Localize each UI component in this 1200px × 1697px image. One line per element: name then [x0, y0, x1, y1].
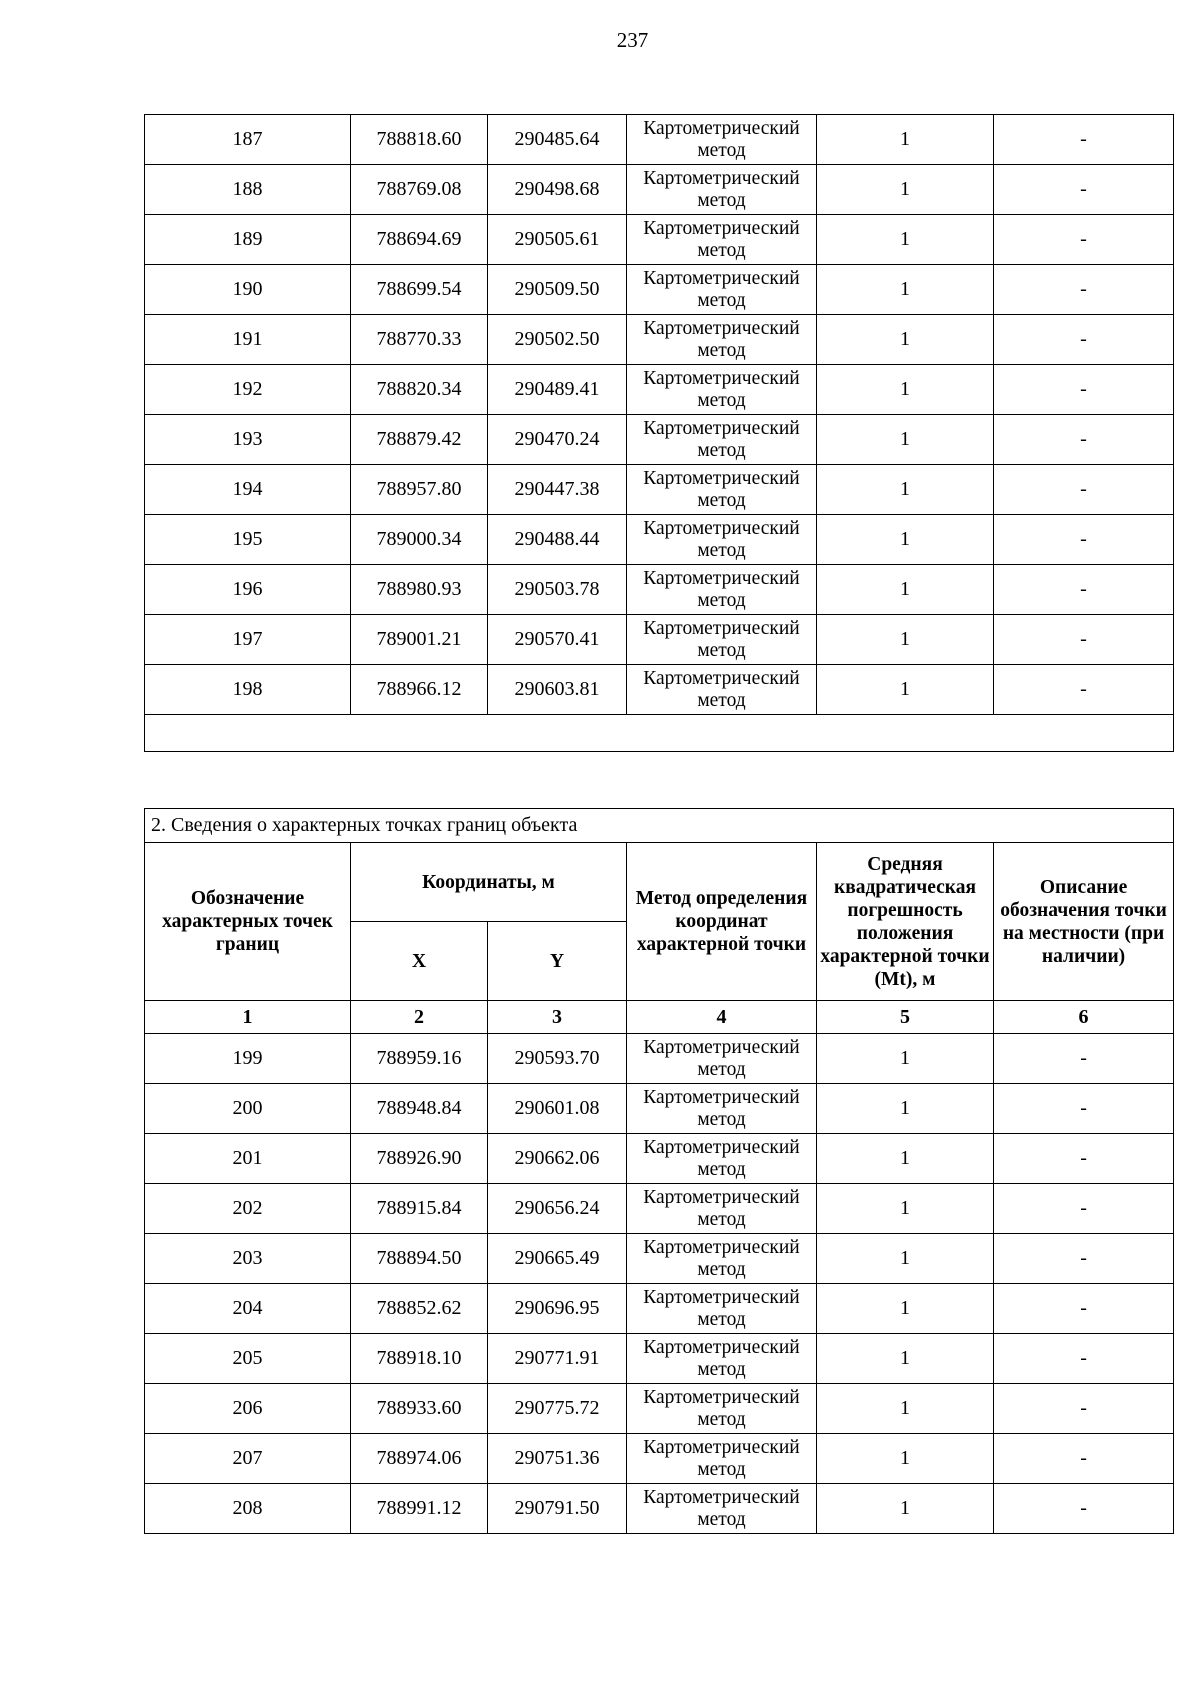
table-row [145, 365, 1174, 415]
y-coordinate-cell: 290503.78 [488, 565, 627, 615]
point-id-cell: 205 [145, 1334, 351, 1384]
y-coordinate-cell: 290488.44 [488, 515, 627, 565]
method-cell: Картометрический метод [627, 1334, 817, 1384]
point-id-cell: 195 [145, 515, 351, 565]
y-coordinate-cell: 290593.70 [488, 1034, 627, 1084]
header-y: Y [488, 922, 627, 1001]
description-cell: - [994, 1234, 1174, 1284]
method-cell: Картометрический метод [627, 165, 817, 215]
y-coordinate-cell: 290502.50 [488, 315, 627, 365]
x-coordinate-cell: 788926.90 [351, 1134, 488, 1184]
x-coordinate-cell: 788694.69 [351, 215, 488, 265]
table-row [145, 615, 1174, 665]
point-id-cell: 208 [145, 1484, 351, 1534]
y-coordinate-cell: 290498.68 [488, 165, 627, 215]
error-cell: 1 [817, 615, 994, 665]
method-cell: Картометрический метод [627, 415, 817, 465]
method-cell: Картометрический метод [627, 1434, 817, 1484]
y-coordinate-cell: 290696.95 [488, 1284, 627, 1334]
description-cell: - [994, 1034, 1174, 1084]
description-cell: - [994, 1134, 1174, 1184]
x-coordinate-cell: 788699.54 [351, 265, 488, 315]
header-x: X [351, 922, 488, 1001]
error-cell: 1 [817, 365, 994, 415]
x-coordinate-cell: 788933.60 [351, 1384, 488, 1434]
table-caption-row [145, 809, 1174, 843]
error-cell: 1 [817, 1134, 994, 1184]
column-number: 3 [488, 1001, 627, 1034]
x-coordinate-cell: 788991.12 [351, 1484, 488, 1534]
description-cell: - [994, 1284, 1174, 1334]
method-cell: Картометрический метод [627, 1184, 817, 1234]
table-row [145, 1334, 1174, 1384]
y-coordinate-cell: 290771.91 [488, 1334, 627, 1384]
error-cell: 1 [817, 1434, 994, 1484]
method-cell: Картометрический метод [627, 1034, 817, 1084]
x-coordinate-cell: 788852.62 [351, 1284, 488, 1334]
description-cell: - [994, 615, 1174, 665]
description-cell: - [994, 665, 1174, 715]
point-id-cell: 198 [145, 665, 351, 715]
point-id-cell: 207 [145, 1434, 351, 1484]
table-body [145, 115, 1174, 752]
error-cell: 1 [817, 315, 994, 365]
method-cell: Картометрический метод [627, 1384, 817, 1434]
table-row [145, 1134, 1174, 1184]
x-coordinate-cell: 789000.34 [351, 515, 488, 565]
description-cell: - [994, 165, 1174, 215]
table-row [145, 1434, 1174, 1484]
description-cell: - [994, 465, 1174, 515]
description-cell: - [994, 1384, 1174, 1434]
header-row [145, 843, 1174, 922]
page-number: 237 [616, 28, 649, 52]
method-cell: Картометрический метод [627, 1134, 817, 1184]
description-cell: - [994, 115, 1174, 165]
x-coordinate-cell: 788974.06 [351, 1434, 488, 1484]
boundary-points-table-continued [144, 114, 1174, 752]
table-row [145, 565, 1174, 615]
column-number: 1 [145, 1001, 351, 1034]
error-cell: 1 [817, 265, 994, 315]
error-cell: 1 [817, 465, 994, 515]
table-caption: 2. Сведения о характерных точках границ объекта [145, 809, 1174, 843]
y-coordinate-cell: 290751.36 [488, 1434, 627, 1484]
method-cell: Картометрический метод [627, 615, 817, 665]
point-id-cell: 188 [145, 165, 351, 215]
error-cell: 1 [817, 1034, 994, 1084]
point-id-cell: 197 [145, 615, 351, 665]
header-designation: Обозначение характерных точек границ [145, 843, 351, 1001]
error-cell: 1 [817, 515, 994, 565]
y-coordinate-cell: 290601.08 [488, 1084, 627, 1134]
method-cell: Картометрический метод [627, 1284, 817, 1334]
method-cell: Картометрический метод [627, 515, 817, 565]
empty-cell [145, 715, 1174, 752]
error-cell: 1 [817, 1334, 994, 1384]
table-row [145, 215, 1174, 265]
y-coordinate-cell: 290603.81 [488, 665, 627, 715]
method-cell: Картометрический метод [627, 365, 817, 415]
description-cell: - [994, 315, 1174, 365]
y-coordinate-cell: 290470.24 [488, 415, 627, 465]
x-coordinate-cell: 788818.60 [351, 115, 488, 165]
header-description: Описание обозначения точки на местности (при наличии) [994, 843, 1174, 1001]
header-method: Метод определения координат характерной точки [627, 843, 817, 1001]
error-cell: 1 [817, 1284, 994, 1334]
table-row [145, 515, 1174, 565]
description-cell: - [994, 265, 1174, 315]
empty-row [145, 715, 1174, 752]
point-id-cell: 191 [145, 315, 351, 365]
point-id-cell: 202 [145, 1184, 351, 1234]
error-cell: 1 [817, 115, 994, 165]
column-numbers-row [145, 1001, 1174, 1034]
table-row [145, 1284, 1174, 1334]
header-coordinates: Координаты, м [351, 843, 627, 922]
table-row [145, 415, 1174, 465]
method-cell: Картометрический метод [627, 465, 817, 515]
method-cell: Картометрический метод [627, 1484, 817, 1534]
y-coordinate-cell: 290509.50 [488, 265, 627, 315]
error-cell: 1 [817, 1484, 994, 1534]
y-coordinate-cell: 290775.72 [488, 1384, 627, 1434]
description-cell: - [994, 1434, 1174, 1484]
x-coordinate-cell: 788820.34 [351, 365, 488, 415]
x-coordinate-cell: 788894.50 [351, 1234, 488, 1284]
point-id-cell: 190 [145, 265, 351, 315]
y-coordinate-cell: 290447.38 [488, 465, 627, 515]
error-cell: 1 [817, 1084, 994, 1134]
x-coordinate-cell: 788966.12 [351, 665, 488, 715]
x-coordinate-cell: 789001.21 [351, 615, 488, 665]
table-row [145, 165, 1174, 215]
method-cell: Картометрический метод [627, 265, 817, 315]
table-row [145, 315, 1174, 365]
y-coordinate-cell: 290489.41 [488, 365, 627, 415]
method-cell: Картометрический метод [627, 315, 817, 365]
point-id-cell: 206 [145, 1384, 351, 1434]
point-id-cell: 196 [145, 565, 351, 615]
table-row [145, 115, 1174, 165]
x-coordinate-cell: 788980.93 [351, 565, 488, 615]
column-number: 6 [994, 1001, 1174, 1034]
table-row [145, 1184, 1174, 1234]
table-row [145, 465, 1174, 515]
method-cell: Картометрический метод [627, 665, 817, 715]
error-cell: 1 [817, 565, 994, 615]
y-coordinate-cell: 290570.41 [488, 615, 627, 665]
y-coordinate-cell: 290662.06 [488, 1134, 627, 1184]
error-cell: 1 [817, 165, 994, 215]
description-cell: - [994, 515, 1174, 565]
table-row [145, 665, 1174, 715]
table-row [145, 1484, 1174, 1534]
y-coordinate-cell: 290656.24 [488, 1184, 627, 1234]
point-id-cell: 200 [145, 1084, 351, 1134]
point-id-cell: 194 [145, 465, 351, 515]
table-row [145, 1084, 1174, 1134]
y-coordinate-cell: 290485.64 [488, 115, 627, 165]
x-coordinate-cell: 788879.42 [351, 415, 488, 465]
x-coordinate-cell: 788918.10 [351, 1334, 488, 1384]
x-coordinate-cell: 788959.16 [351, 1034, 488, 1084]
header-error: Средняя квадратическая погрешность положения характерной точки (Mt), м [817, 843, 994, 1001]
point-id-cell: 201 [145, 1134, 351, 1184]
column-number: 2 [351, 1001, 488, 1034]
point-id-cell: 192 [145, 365, 351, 415]
method-cell: Картометрический метод [627, 115, 817, 165]
method-cell: Картометрический метод [627, 1234, 817, 1284]
method-cell: Картометрический метод [627, 1084, 817, 1134]
point-id-cell: 187 [145, 115, 351, 165]
point-id-cell: 204 [145, 1284, 351, 1334]
y-coordinate-cell: 290505.61 [488, 215, 627, 265]
description-cell: - [994, 415, 1174, 465]
description-cell: - [994, 1184, 1174, 1234]
table-row [145, 1234, 1174, 1284]
x-coordinate-cell: 788957.80 [351, 465, 488, 515]
x-coordinate-cell: 788948.84 [351, 1084, 488, 1134]
method-cell: Картометрический метод [627, 565, 817, 615]
column-number: 5 [817, 1001, 994, 1034]
y-coordinate-cell: 290665.49 [488, 1234, 627, 1284]
description-cell: - [994, 365, 1174, 415]
method-cell: Картометрический метод [627, 215, 817, 265]
y-coordinate-cell: 290791.50 [488, 1484, 627, 1534]
point-id-cell: 199 [145, 1034, 351, 1084]
point-id-cell: 189 [145, 215, 351, 265]
description-cell: - [994, 1484, 1174, 1534]
description-cell: - [994, 1334, 1174, 1384]
error-cell: 1 [817, 415, 994, 465]
x-coordinate-cell: 788770.33 [351, 315, 488, 365]
error-cell: 1 [817, 1234, 994, 1284]
error-cell: 1 [817, 215, 994, 265]
table-row [145, 265, 1174, 315]
column-number: 4 [627, 1001, 817, 1034]
error-cell: 1 [817, 665, 994, 715]
boundary-points-table [144, 808, 1174, 1534]
error-cell: 1 [817, 1184, 994, 1234]
table-row [145, 1034, 1174, 1084]
description-cell: - [994, 215, 1174, 265]
description-cell: - [994, 1084, 1174, 1134]
point-id-cell: 203 [145, 1234, 351, 1284]
x-coordinate-cell: 788915.84 [351, 1184, 488, 1234]
error-cell: 1 [817, 1384, 994, 1434]
point-id-cell: 193 [145, 415, 351, 465]
x-coordinate-cell: 788769.08 [351, 165, 488, 215]
table-row [145, 1384, 1174, 1434]
description-cell: - [994, 565, 1174, 615]
table-body [145, 1034, 1174, 1534]
